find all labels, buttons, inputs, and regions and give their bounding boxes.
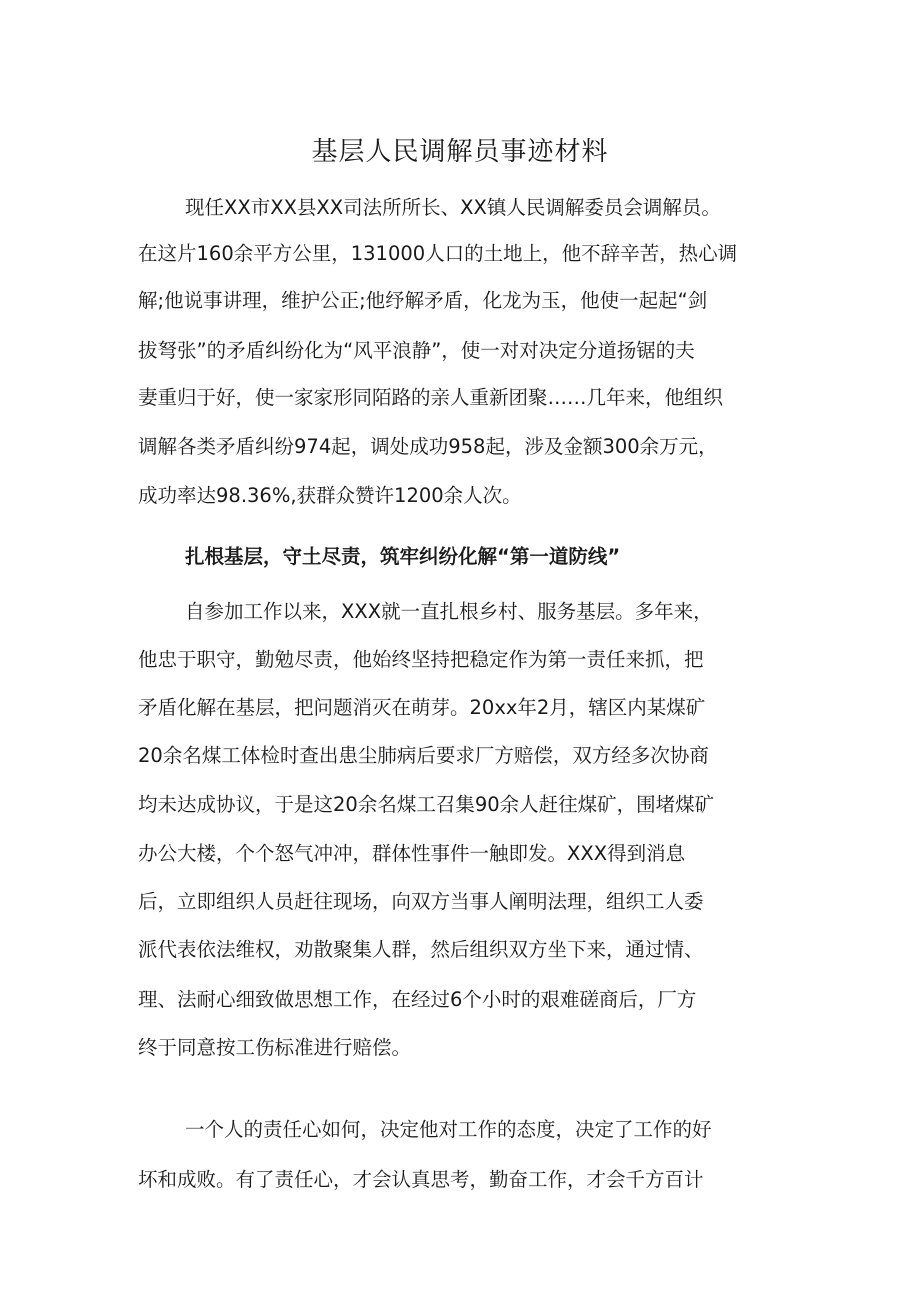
paragraph-1-line-4: 拔弩张”的矛盾纠纷化为“风平浪静”，使一对对决定分道扬锯的夫 — [138, 339, 695, 362]
document-title: 基层人民调解员事迹材料 — [311, 137, 609, 167]
paragraph-2-line-10: 终于同意按工伤标准进行赔偿。 — [138, 1036, 412, 1059]
paragraph-1-line-1: 现任XX市XX县XX司法所所长、XX镇人民调解委员会调解员。 — [185, 196, 721, 219]
paragraph-1-line-3: 解;他说事讲理，维护公正;他纾解矛盾，化龙为玉，他使一起起“剑 — [138, 289, 708, 312]
paragraph-2-line-4: 20余名煤工体检时查出患尘肺病后要求厂方赔偿，双方经多次协商 — [138, 744, 709, 767]
paragraph-2-line-5: 均未达成协议，于是这20余名煤工召集90余人赶往煤矿，围堵煤矿 — [138, 793, 715, 816]
section-heading: 扎根基层，守土尽责，筑牢纠纷化解“第一道防线” — [185, 545, 621, 568]
paragraph-2-line-2: 他忠于职守，勤勉尽责，他始终坚持把稳定作为第一责任来抓，把 — [138, 648, 704, 671]
paragraph-2-line-8: 派代表依法维权，劝散聚集人群，然后组织双方坐下来，通过情、 — [138, 938, 704, 961]
paragraph-1-line-7: 成功率达98.36%,获群众赞许1200余人次。 — [138, 484, 522, 507]
paragraph-2-line-7: 后，立即组织人员赶往现场，向双方当事人阐明法理，组织工人委 — [138, 890, 704, 913]
paragraph-3-line-2: 坏和成败。有了责任心，才会认真思考，勤奋工作，才会千方百计 — [138, 1168, 704, 1191]
paragraph-2-line-9: 理、法耐心细致做思想工作，在经过6个小时的艰难磋商后，厂方 — [138, 988, 697, 1011]
paragraph-3-line-1: 一个人的责任心如何，决定他对工作的态度，决定了工作的好 — [185, 1118, 712, 1141]
paragraph-2-line-1: 自参加工作以来，XXX就一直扎根乡村、服务基层。多年来， — [185, 600, 713, 623]
paragraph-2-line-6: 办公大楼，个个怒气冲冲，群体性事件一触即发。XXX得到消息 — [138, 842, 686, 865]
paragraph-1-line-6: 调解各类矛盾纠纷974起，调处成功958起，涉及金额300余万元， — [138, 435, 718, 458]
paragraph-1-line-2: 在这片160余平方公里，131000人口的土地上，他不辞辛苦，热心调 — [138, 242, 738, 265]
paragraph-1-line-5: 妻重归于好，使一家家形同陌路的亲人重新团聚……几年来，他组织 — [138, 386, 724, 409]
paragraph-2-line-3: 矛盾化解在基层，把问题消灭在萌芽。20xx年2月，辖区内某煤矿 — [138, 696, 706, 719]
